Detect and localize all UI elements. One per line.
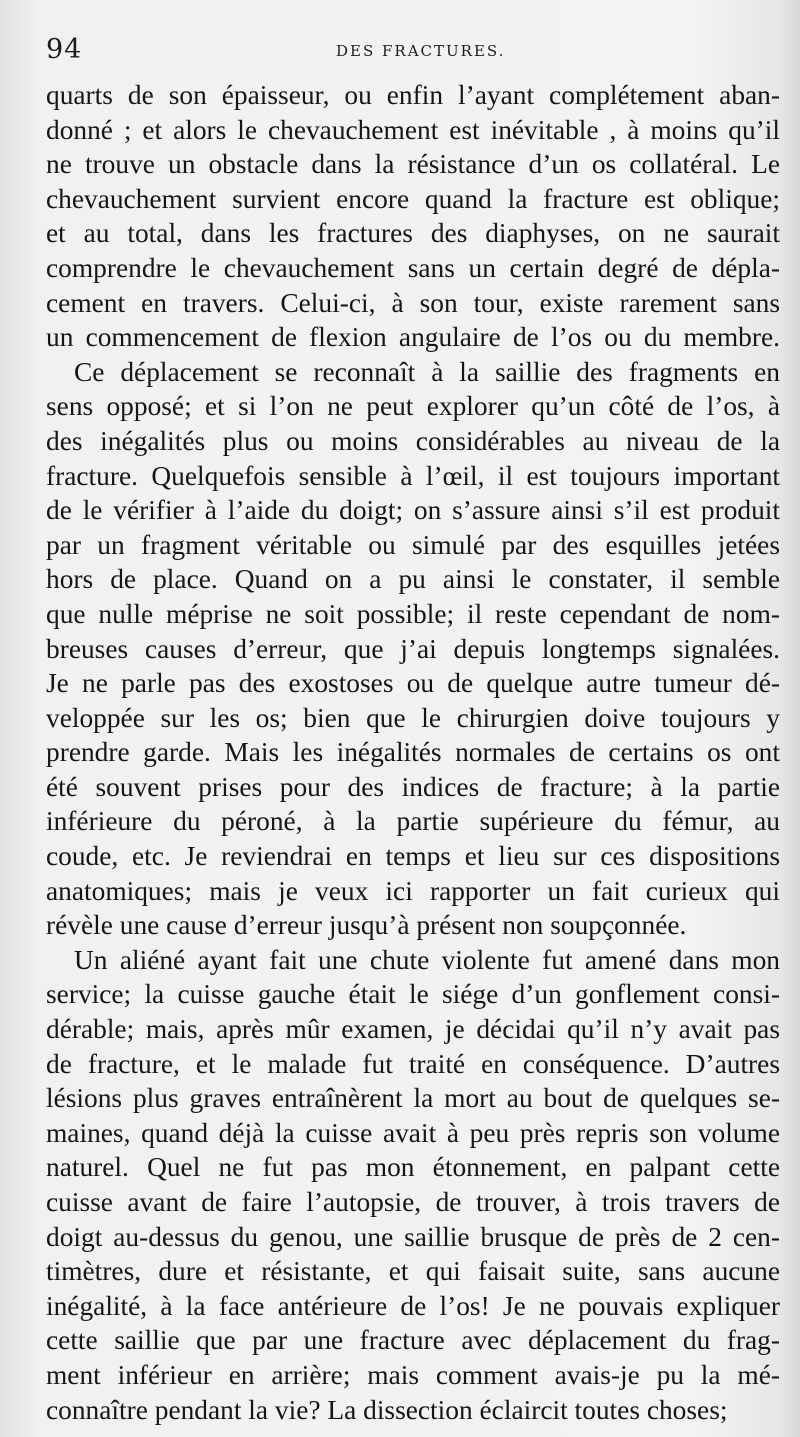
text-line: Ce déplacement se reconnaît à la saillie des fragments en [74, 356, 780, 387]
text-line: ne trouve un obstacle dans la résistance d’un os collatéral. Le [46, 149, 780, 180]
text-line: Je ne parle pas des exostoses ou de quelque autre tumeur dé- [46, 668, 780, 699]
paragraph [46, 355, 780, 943]
text-line: doigt au-dessus du genou, une saillie brusque de près de 2 cen- [46, 1221, 780, 1252]
text-line: veloppée sur les os; bien que le chirurgien doive toujours y [46, 702, 780, 733]
text-line: hors de place. Quand on a pu ainsi le constater, il semble [46, 564, 780, 595]
text-line: par un fragment véritable ou simulé par des esquilles jetées [46, 529, 780, 560]
text-line: de le vérifier à l’aide du doigt; on s’assure ainsi s’il est produit [46, 495, 780, 526]
text-line: inférieure du péroné, à la partie supérieure du fémur, au [46, 806, 780, 837]
text-line: cuisse avant de faire l’autopsie, de trouver, à trois travers de [46, 1187, 780, 1217]
text-line: chevauchement survient encore quand la fracture est oblique; [46, 183, 780, 214]
text-line: de fracture, et le malade fut traité en conséquence. D’autres [46, 1048, 780, 1079]
text-line: été souvent prises pour des indices de fracture; à la partie [46, 771, 780, 802]
paragraph [46, 943, 780, 1427]
text-line: dérable; mais, après mûr examen, je décidai qu’il n’y avait pas [46, 1014, 780, 1045]
text-line: un commencement de flexion angulaire de l’os ou du membre. [46, 322, 780, 353]
text-line: maines, quand déjà la cuisse avait à peu près repris son volume [46, 1117, 780, 1148]
text-line: anatomiques; mais je veux ici rapporter un fait curieux qui [46, 875, 780, 906]
text-line: inégalité, à la face antérieure de l’os! Je ne pouvais expliquer [46, 1290, 780, 1321]
text-line: donné ; et alors le chevauchement est inévitable , à moins qu’il [46, 114, 780, 145]
text-line: sens opposé; et si l’on ne peut explorer qu’un côté de l’os, à [46, 391, 780, 422]
text-line: breuses causes d’erreur, que j’ai depuis longtemps signalées. [46, 633, 780, 664]
running-title: DES FRACTURES. [336, 42, 506, 60]
text-line: service; la cuisse gauche était le siége d’un gonflement consi- [46, 979, 780, 1010]
paragraph [46, 78, 780, 355]
text-line: Un aliéné ayant fait une chute violente fut amené dans mon [74, 944, 780, 975]
text-line: et au total, dans les fractures des diaphyses, on ne saurait [46, 218, 780, 249]
text-line: fracture. Quelquefois sensible à l’œil, il est toujours important [46, 460, 780, 491]
page-number: 94 [46, 34, 83, 65]
text-line: des inégalités plus ou moins considérables au niveau de la [46, 425, 780, 456]
text-line: ment inférieur en arrière; mais comment avais-je pu la mé- [46, 1359, 780, 1390]
text-line: que nulle méprise ne soit possible; il reste cependant de nom- [46, 598, 780, 629]
text-line: connaître pendant la vie? La dissection éclaircit toutes choses; [46, 1394, 728, 1425]
body-text [46, 78, 780, 1427]
text-line: naturel. Quel ne fut pas mon étonnement, en palpant cette [46, 1152, 780, 1183]
text-line: prendre garde. Mais les inégalités normales de certains os ont [46, 737, 780, 768]
text-line: lésions plus graves entraînèrent la mort au bout de quelques se- [46, 1083, 780, 1114]
text-line: comprendre le chevauchement sans un certain degré de dépla- [46, 252, 780, 283]
text-line: révèle une cause d’erreur jusqu’à présent non soupçonnée. [46, 910, 687, 941]
text-line: cette saillie que par une fracture avec déplacement du frag- [46, 1325, 780, 1356]
text-line: cement en travers. Celui-ci, à son tour, existe rarement sans [46, 287, 780, 318]
text-line: timètres, dure et résistante, et qui faisait suite, sans aucune [46, 1256, 780, 1287]
text-line: coude, etc. Je reviendrai en temps et lieu sur ces dispositions [46, 841, 780, 872]
text-line: quarts de son épaisseur, ou enfin l’ayant complétement aban- [46, 80, 780, 110]
page-header [46, 34, 778, 64]
